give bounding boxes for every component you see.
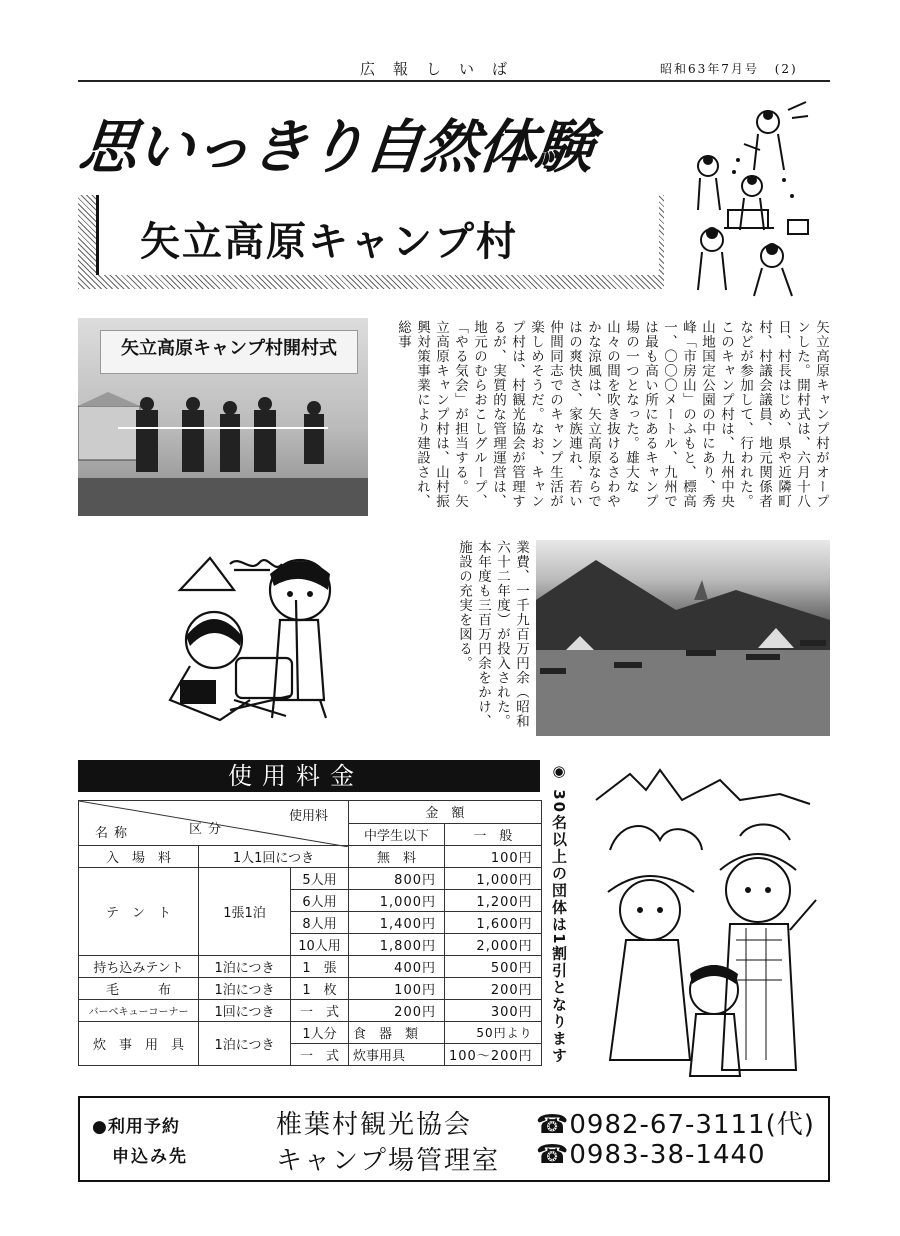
fee-student: 200円 [349,1000,445,1022]
ceremony-banner: 矢立高原キャンプ村開村式 [100,330,358,374]
fee-general: 50円より [445,1022,542,1044]
fee-row-tent [79,868,542,890]
family-hiking-illustration [590,760,830,1082]
fee-table [78,800,542,1066]
page-number: (2) [774,62,798,76]
headline: 思いっきり自然体験 [75,113,597,181]
fee-general: 100〜200円 [445,1044,542,1066]
fee-sub: 1 張 [291,956,349,978]
fee-item: 炊事用具 [349,1044,445,1066]
fee-header-corner [79,801,349,846]
fee-student: 800円 [349,868,445,890]
fee-unit: 1回につき [199,1000,291,1022]
fee-name: テ ン ト [79,868,199,956]
fee-general: 1,000円 [445,868,542,890]
fee-row-own-tent [79,956,542,978]
fee-name: バーベキューコーナー [79,1000,199,1022]
category-header-label: 区分 [189,822,228,837]
fee-student: 1,000円 [349,890,445,912]
general-header: 一 般 [445,823,542,846]
article-body: 矢立高原キャンプ村がオープンした。開村式は、六月十八日、村長はじめ、県や近隣町村、村議会議員、地元関係者などが参加して、行われた。このキャンプ村は、九州中央山地国定公園の中にあり、秀峰「市房山」のふもと、標高一、〇〇〇メートル、九州では最も高い所にあるキャンプ場の一つとなった。雄大な山々の間を吹き抜けるさわやかな涼風は、矢立高原ならではの爽快さ、家族連れ、若い仲間同志でのキャンプ生活が楽しめそうだ。なお、キャンプ村は、村観光協会が管理するが、実質的な管理運営は、地元のむらおこしグループ、「やる気会」が担当する。矢立高原キャンプ村は、山村振興対策事業により建設され、総事 [395,320,829,509]
fee-student: 1,800円 [349,934,445,956]
fee-unit: 1張1泊 [199,868,291,956]
fee-sub: 6人用 [291,890,349,912]
fee-name: 持ち込みテント [79,956,199,978]
fee-unit: 1人1回につき [199,846,349,868]
application-label: 申込み先 [112,1147,188,1167]
fee-row-blanket [79,978,542,1000]
fee-sub: 10人用 [291,934,349,956]
issue-date [660,60,798,77]
fee-item: 食 器 類 [349,1022,445,1044]
reservation-label: ●利用予約 [92,1117,180,1137]
opening-ceremony-photo [78,318,368,516]
fee-name: 入 場 料 [79,846,199,868]
fee-row-entry [79,846,542,868]
fee-unit: 1泊につき [199,956,291,978]
fee-title: 使用料金 [78,760,540,792]
fee-unit: 1泊につき [199,1022,291,1066]
issue-label: 昭和63年7月号 [660,62,759,76]
tourism-association-name: 椎葉村観光協会 [276,1110,473,1140]
fee-sub: 5人用 [291,868,349,890]
tourism-association-phone: ☎0982-67-3111(代) [536,1110,815,1140]
fee-sub: 1 枚 [291,978,349,1000]
fee-sub: 一 式 [291,1000,349,1022]
fee-student: 400円 [349,956,445,978]
fee-header-row [79,801,542,824]
fee-unit: 1泊につき [199,978,291,1000]
ceremony-scene [78,378,368,516]
article-body-continued: 業費、一千九百万円余（昭和六十二年度）が投入された。本年度も三百万円余をかけ、施設の充実を図る。 [456,540,529,729]
fee-general: 100円 [445,846,542,868]
student-header: 中学生以下 [349,823,445,846]
camp-office-phone: ☎0983-38-1440 [536,1140,766,1170]
fee-name: 毛 布 [79,978,199,1000]
fee-general: 1,200円 [445,890,542,912]
fee-general: 1,600円 [445,912,542,934]
fee-name: 炊 事 用 具 [79,1022,199,1066]
fee-sub: 8人用 [291,912,349,934]
fee-general: 500円 [445,956,542,978]
fee-general: 2,000円 [445,934,542,956]
header-rule [78,80,830,82]
fee-student: 100円 [349,978,445,1000]
campsite-scene [536,540,830,736]
fee-sub: 1人分 [291,1022,349,1044]
fee-header-label: 使用料 [288,809,328,824]
fee-row-bbq [79,1000,542,1022]
campfire-boys-illustration [150,550,350,740]
kids-cooking-illustration [688,100,812,300]
amount-header: 金 額 [349,801,542,824]
subheadline: 矢立高原キャンプ村 [140,219,518,265]
fee-row-cooking [79,1022,542,1044]
fee-sub: 一 式 [291,1044,349,1066]
fee-general: 300円 [445,1000,542,1022]
name-header-label: 名称 [95,826,134,841]
camp-office-name: キャンプ場管理室 [276,1146,501,1176]
fee-general: 200円 [445,978,542,1000]
fee-student: 1,400円 [349,912,445,934]
campsite-photo [536,540,830,736]
fee-student: 無 料 [349,846,445,868]
newsletter-title: 広報しいば [360,60,526,78]
group-discount-note: ◉ 30名以上の団体は1割引となります [550,762,568,1065]
